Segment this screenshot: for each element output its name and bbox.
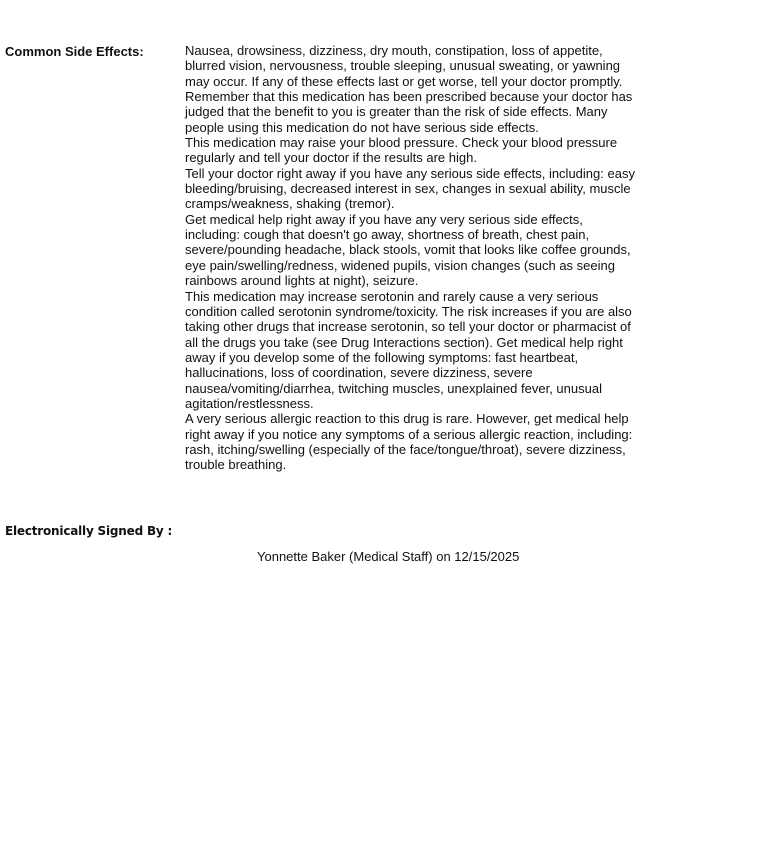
text-line: away if you develop some of the following symptoms: fast heartbeat, <box>185 349 579 365</box>
text-line: trouble breathing. <box>185 457 287 473</box>
text-line: taking other drugs that increase serotonin, so tell your doctor or pharmacist of <box>185 319 631 335</box>
text-line: agitation/restlessness. <box>185 395 314 411</box>
text-line: judged that the benefit to you is greater than the risk of side effects. Many <box>185 104 608 120</box>
text-line: This medication may raise your blood pressure. Check your blood pressure <box>185 135 618 151</box>
text-line: Remember that this medication has been prescribed because your doctor has <box>185 89 633 105</box>
text-line: right away if you notice any symptoms of a serious allergic reaction, including: <box>185 426 633 442</box>
text-line: severe/pounding headache, black stools, vomit that looks like coffee grounds, <box>185 242 631 258</box>
signed-by-label: Electronically Signed By : <box>5 524 173 538</box>
text-line: regularly and tell your doctor if the results are high. <box>185 150 477 166</box>
text-line: Get medical help right away if you have any very serious side effects, <box>185 211 583 227</box>
text-line: blurred vision, nervousness, trouble sleeping, unusual sweating, or yawning <box>185 58 621 74</box>
text-line: A very serious allergic reaction to this drug is rare. However, get medical help <box>185 411 629 427</box>
text-line: rash, itching/swelling (especially of the face/tongue/throat), severe dizziness, <box>185 441 626 457</box>
text-line: Tell your doctor right away if you have any serious side effects, including: easy <box>185 165 635 181</box>
text-line: all the drugs you take (see Drug Interactions section). Get medical help right <box>185 334 623 350</box>
text-line: cramps/weakness, shaking (tremor). <box>185 196 395 212</box>
signature-value: Yonnette Baker (Medical Staff) on 12/15/2025 <box>257 549 520 564</box>
text-line: nausea/vomiting/diarrhea, twitching muscles, unexplained fever, unusual <box>185 380 602 396</box>
text-line: bleeding/bruising, decreased interest in sex, changes in sexual ability, muscle <box>185 181 631 197</box>
text-line: condition called serotonin syndrome/toxicity. The risk increases if you are also <box>185 303 632 319</box>
side-effects-label: Common Side Effects: <box>5 44 144 59</box>
text-line: rainbows around lights at night), seizure. <box>185 273 419 289</box>
text-line: Nausea, drowsiness, dizziness, dry mouth, constipation, loss of appetite, <box>185 43 603 58</box>
text-line: hallucinations, loss of coordination, severe dizziness, severe <box>185 365 533 381</box>
text-line: may occur. If any of these effects last or get worse, tell your doctor promptly. <box>185 73 623 89</box>
text-line: This medication may increase serotonin and rarely cause a very serious <box>185 288 599 304</box>
text-line: including: cough that doesn't go away, shortness of breath, chest pain, <box>185 227 590 243</box>
text-line: people using this medication do not have serious side effects. <box>185 119 539 135</box>
side-effects-text <box>185 43 665 473</box>
text-line: eye pain/swelling/redness, widened pupils, vision changes (such as seeing <box>185 257 615 273</box>
